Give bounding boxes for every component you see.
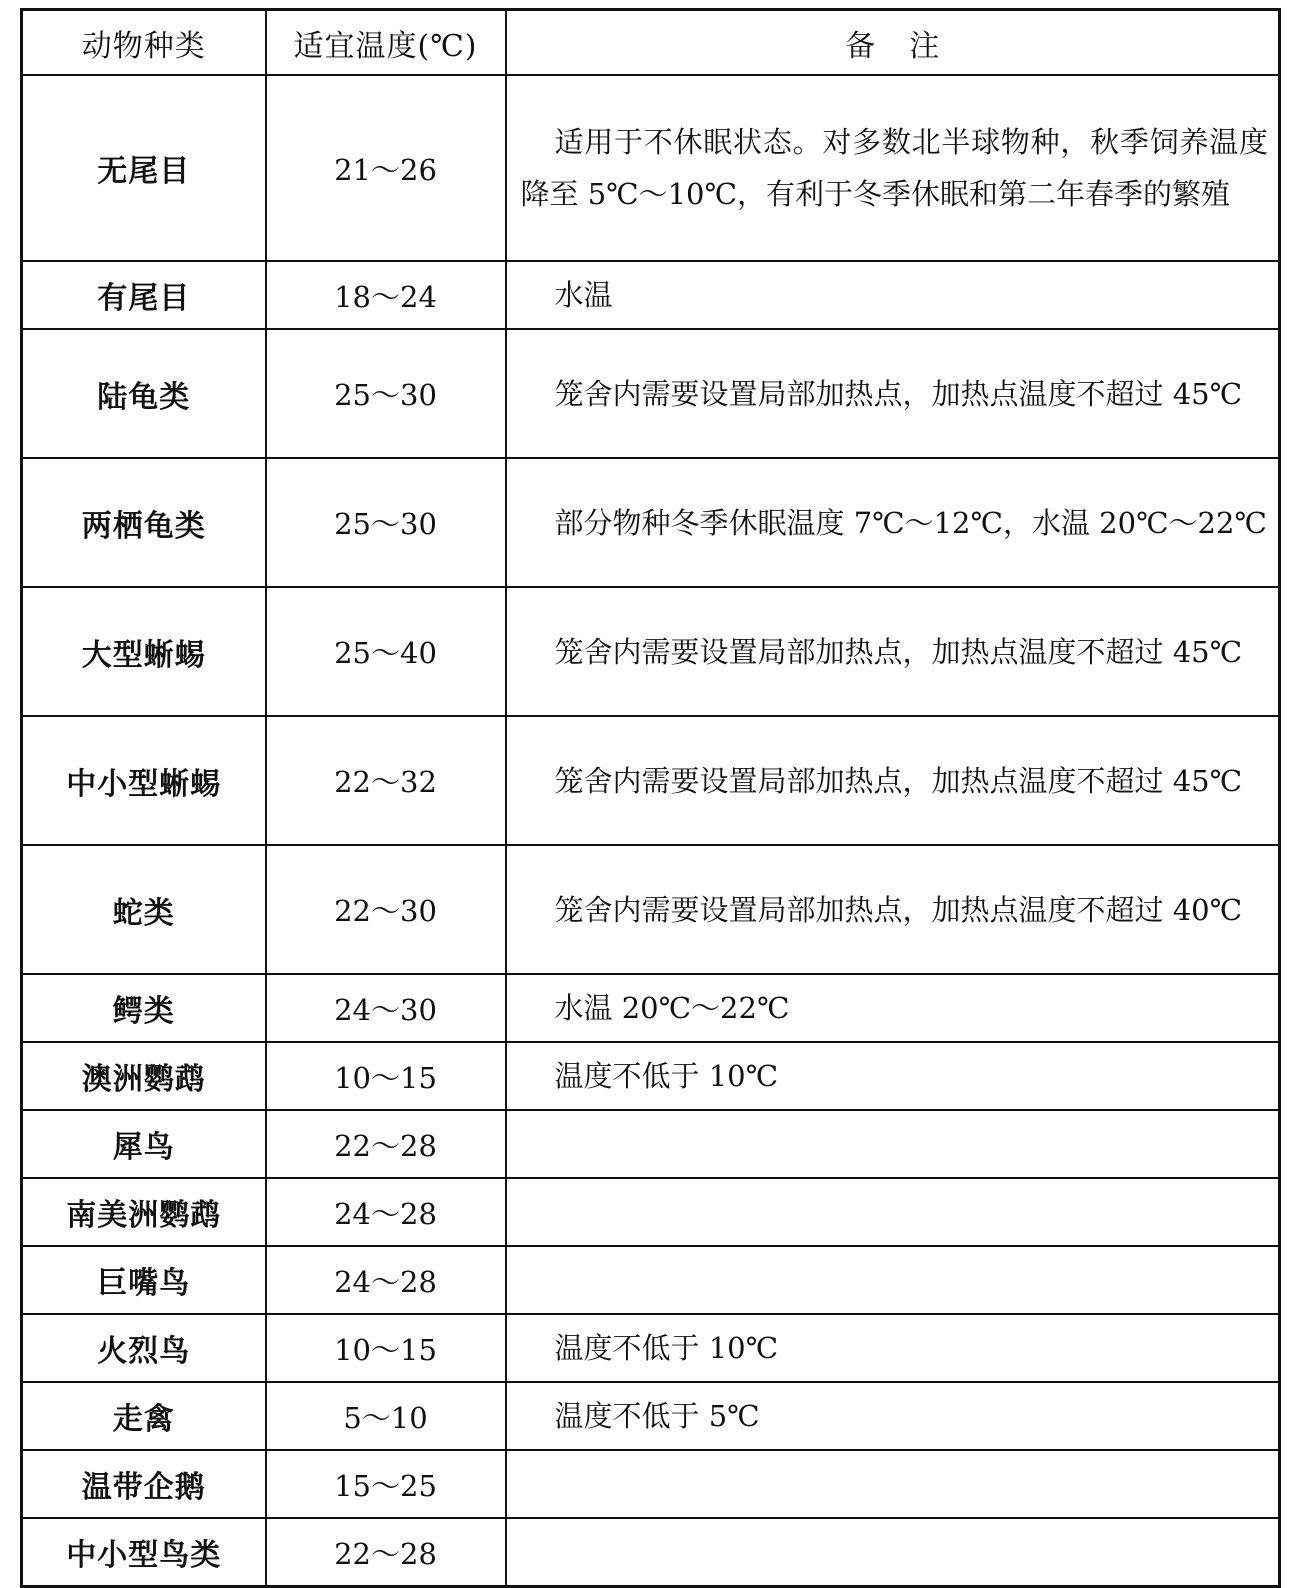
table-row (22, 587, 1280, 716)
remarks-cell (506, 1246, 1280, 1314)
remarks-cell: 部分物种冬季休眠温度 7℃～12℃，水温 20℃～22℃ (506, 458, 1280, 587)
remarks-cell: 温度不低于 10℃ (506, 1042, 1280, 1110)
temperature-cell: 5～10 (266, 1382, 506, 1450)
temperature-cell: 24～28 (266, 1246, 506, 1314)
temperature-cell: 24～30 (266, 974, 506, 1042)
remarks-cell: 温度不低于 5℃ (506, 1382, 1280, 1450)
table-row (22, 1110, 1280, 1178)
species-cell: 蛇类 (22, 845, 266, 974)
species-cell: 澳洲鹦鹉 (22, 1042, 266, 1110)
remarks-cell (506, 1518, 1280, 1587)
temperature-cell: 10～15 (266, 1042, 506, 1110)
table-header-row (22, 10, 1280, 76)
species-cell: 温带企鹅 (22, 1450, 266, 1518)
table-row (22, 261, 1280, 329)
remarks-cell (506, 1178, 1280, 1246)
table-row (22, 1314, 1280, 1382)
remarks-cell: 笼舍内需要设置局部加热点，加热点温度不超过 45℃ (506, 716, 1280, 845)
remarks-cell: 笼舍内需要设置局部加热点，加热点温度不超过 40℃ (506, 845, 1280, 974)
remarks-cell: 水温 20℃～22℃ (506, 974, 1280, 1042)
table-row (22, 1246, 1280, 1314)
species-cell: 陆龟类 (22, 329, 266, 458)
temperature-cell: 22～32 (266, 716, 506, 845)
table-row (22, 845, 1280, 974)
temperature-cell: 24～28 (266, 1178, 506, 1246)
temperature-table (20, 8, 1281, 1588)
species-cell: 无尾目 (22, 75, 266, 261)
table-row (22, 1382, 1280, 1450)
header-temperature: 适宜温度(℃) (266, 10, 506, 76)
table-row (22, 458, 1280, 587)
temperature-cell: 10～15 (266, 1314, 506, 1382)
species-cell: 走禽 (22, 1382, 266, 1450)
table-row (22, 329, 1280, 458)
remarks-cell: 笼舍内需要设置局部加热点，加热点温度不超过 45℃ (506, 587, 1280, 716)
species-cell: 两栖龟类 (22, 458, 266, 587)
table-row (22, 716, 1280, 845)
species-cell: 中小型鸟类 (22, 1518, 266, 1587)
remarks-cell: 温度不低于 10℃ (506, 1314, 1280, 1382)
table-row (22, 1178, 1280, 1246)
species-cell: 巨嘴鸟 (22, 1246, 266, 1314)
temperature-cell: 25～30 (266, 458, 506, 587)
temperature-cell: 25～30 (266, 329, 506, 458)
table-row (22, 1518, 1280, 1587)
temperature-cell: 22～28 (266, 1110, 506, 1178)
header-species: 动物种类 (22, 10, 266, 76)
header-remarks: 备注 (506, 10, 1280, 76)
temperature-cell: 18～24 (266, 261, 506, 329)
temperature-cell: 21～26 (266, 75, 506, 261)
remarks-cell (506, 1110, 1280, 1178)
species-cell: 有尾目 (22, 261, 266, 329)
table-row (22, 1042, 1280, 1110)
species-cell: 鳄类 (22, 974, 266, 1042)
species-cell: 中小型蜥蜴 (22, 716, 266, 845)
species-cell: 犀鸟 (22, 1110, 266, 1178)
table-row (22, 974, 1280, 1042)
species-cell: 南美洲鹦鹉 (22, 1178, 266, 1246)
remarks-cell: 笼舍内需要设置局部加热点，加热点温度不超过 45℃ (506, 329, 1280, 458)
table-row (22, 75, 1280, 261)
remarks-cell (506, 1450, 1280, 1518)
remarks-cell: 适用于不休眠状态。对多数北半球物种，秋季饲养温度降至 5℃～10℃，有利于冬季休眠和第二年春季的繁殖 (506, 75, 1280, 261)
temperature-cell: 25～40 (266, 587, 506, 716)
remarks-cell: 水温 (506, 261, 1280, 329)
temperature-cell: 22～30 (266, 845, 506, 974)
species-cell: 大型蜥蜴 (22, 587, 266, 716)
temperature-cell: 15～25 (266, 1450, 506, 1518)
species-cell: 火烈鸟 (22, 1314, 266, 1382)
temperature-cell: 22～28 (266, 1518, 506, 1587)
table-row (22, 1450, 1280, 1518)
